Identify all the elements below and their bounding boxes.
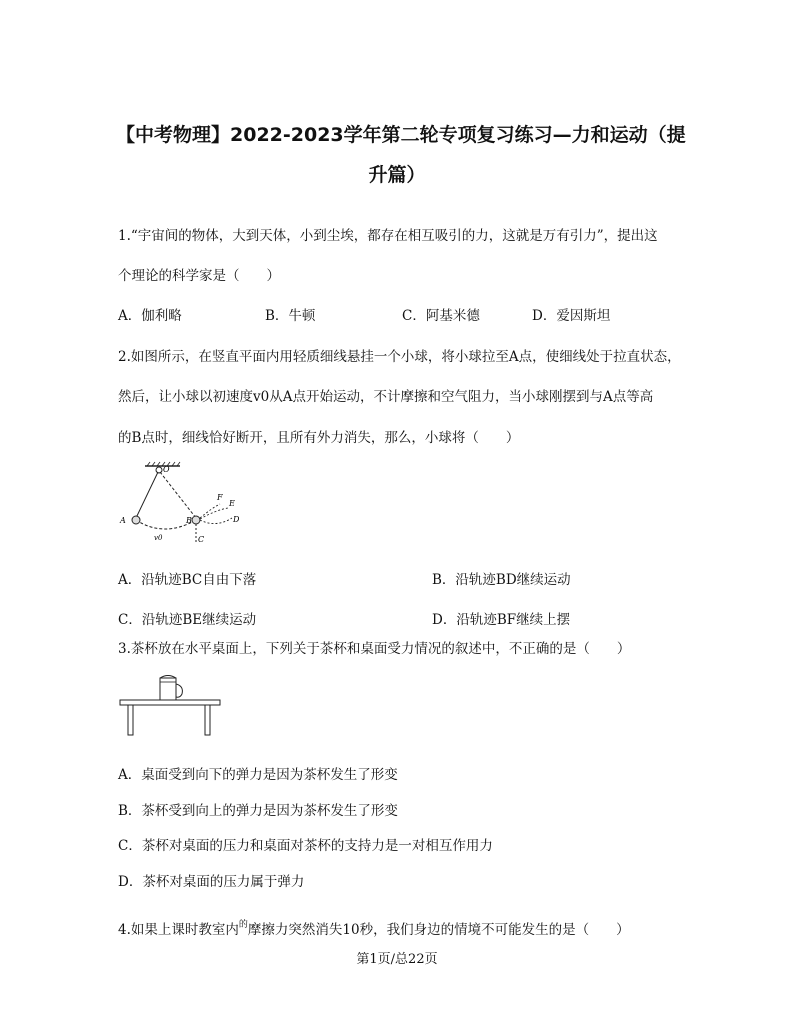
label-o: O: [163, 465, 170, 474]
q4-stem-prefix: 4.如果上课时教室内: [118, 922, 239, 938]
q2-option-b: B．沿轨迹BD继续运动: [432, 572, 571, 588]
label-c: C: [198, 535, 205, 544]
q2-stem-line2: 然后，让小球以初速度v0从A点开始运动，不计摩擦和空气阻力，当小球刚摆到与A点等高: [118, 389, 654, 405]
label-v0: v0: [154, 534, 163, 542]
cup: [160, 676, 182, 701]
q1-option-b: B．牛顿: [265, 308, 316, 324]
label-b: B: [186, 516, 192, 525]
label-a: A: [120, 516, 126, 525]
pivot-point: [156, 467, 162, 473]
page-title-line2: 升篇）: [368, 164, 426, 186]
q3-option-d: D．茶杯对桌面的压力属于弹力: [118, 874, 305, 890]
q2-stem-line3: 的B点时，细线恰好断开，且所有外力消失，那么，小球将（ ）: [118, 430, 520, 446]
q1-option-d: D．爱因斯坦: [532, 308, 611, 324]
q1-stem-line1: 1.“宇宙间的物体，大到天体，小到尘埃，都存在相互吸引的力，这就是万有引力”，提出这: [118, 228, 658, 244]
string-a: [136, 472, 158, 518]
q1-option-c: C．阿基米德: [402, 308, 480, 324]
q3-stem: 3.茶杯放在水平桌面上，下列关于茶杯和桌面受力情况的叙述中，不正确的是（ ）: [118, 641, 631, 657]
label-e: E: [229, 499, 235, 508]
string-b: [160, 472, 196, 518]
q2-option-c: C．沿轨迹BE继续运动: [118, 612, 257, 628]
ball-a: [132, 516, 140, 524]
q4-stem: [118, 918, 630, 938]
q2-option-a: A．沿轨迹BC自由下落: [118, 572, 257, 588]
ball-b: [192, 516, 200, 524]
table-top: [120, 700, 220, 705]
table-cup-figure: [118, 668, 222, 738]
trajectory-bf: [200, 504, 220, 518]
trajectory-be: [200, 508, 228, 519]
q1-option-a: A．伽利略: [118, 308, 182, 324]
q3-option-b: B．茶杯受到向上的弹力是因为茶杯发生了形变: [118, 803, 398, 819]
q2-stem-line1: 2.如图所示，在竖直平面内用轻质细线悬挂一个小球，将小球拉至A点，使细线处于拉直状态，: [118, 349, 681, 365]
page-title-line1: 【中考物理】2022-2023学年第二轮专项复习练习—力和运动（提: [116, 124, 686, 146]
q1-stem-line2: 个理论的科学家是（ ）: [118, 268, 280, 284]
q2-option-d: D．沿轨迹BF继续上摆: [432, 612, 571, 628]
table-leg-right: [205, 705, 210, 735]
trajectory-bd: [200, 518, 232, 524]
page-footer: 第1页/总22页: [356, 952, 438, 967]
pendulum-figure: [112, 460, 252, 550]
q4-stem-sup: 的: [238, 920, 248, 930]
label-d: D: [233, 515, 240, 524]
q3-option-a: A．桌面受到向下的弹力是因为茶杯发生了形变: [118, 767, 398, 783]
q4-stem-suffix: 摩擦力突然消失10秒，我们身边的情境不可能发生的是（ ）: [247, 922, 630, 938]
table-leg-left: [128, 705, 133, 735]
label-f: F: [217, 493, 223, 502]
q3-option-c: C．茶杯对桌面的压力和桌面对茶杯的支持力是一对相互作用力: [118, 838, 493, 854]
